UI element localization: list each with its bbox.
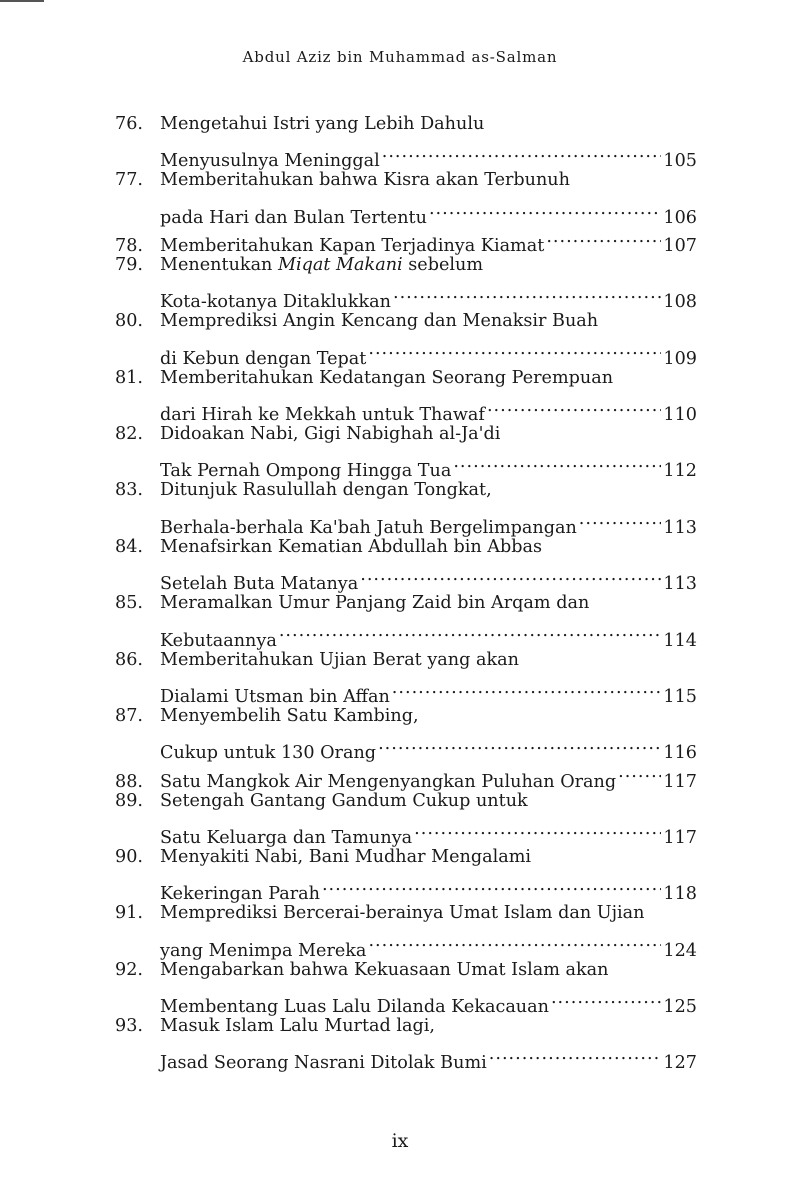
entry-title-line	[160, 1012, 435, 1040]
toc-line	[115, 1040, 697, 1074]
dot-leader	[368, 927, 661, 955]
entry-title-text: Menyakiti Nabi, Bani Mudhar Mengalami	[160, 846, 532, 867]
entry-number: 76.	[115, 114, 143, 134]
toc-line	[115, 307, 697, 335]
toc-line	[115, 392, 697, 426]
entry-number: 93.	[115, 1016, 143, 1036]
entry-title-text: Tak Pernah Ompong Hingga Tua	[160, 461, 452, 482]
entry-page-number: 105	[663, 151, 697, 172]
entry-title-text: Menyembelih Satu Kambing,	[160, 705, 419, 726]
entry-title-text: pada Hari dan Bulan Tertentu	[160, 207, 427, 228]
entry-title-line	[160, 589, 589, 617]
entry-title-line	[160, 646, 519, 674]
entry-title-text: sebelum	[402, 254, 484, 275]
entry-title-text: Kota-kotanya Ditaklukkan	[160, 292, 391, 313]
toc-line	[115, 364, 697, 392]
entry-number: 77.	[115, 170, 143, 191]
dot-leader	[551, 984, 661, 1012]
entry-title-line	[160, 899, 644, 927]
toc-line	[115, 843, 697, 871]
entry-title-text: Menyusulnya Meninggal	[160, 151, 380, 172]
entry-title-line	[160, 843, 531, 871]
toc-line	[115, 871, 697, 905]
dot-leader	[618, 758, 661, 786]
entry-page-number: 113	[663, 574, 697, 595]
entry-title-line	[160, 702, 419, 730]
toc-entry[interactable]	[115, 702, 697, 764]
entry-title-text: di Kebun dengan Tepat	[160, 348, 367, 369]
entry-number: 80.	[115, 311, 143, 332]
dot-leader	[392, 674, 662, 702]
entry-title-line	[160, 251, 483, 279]
entry-title-text: Berhala-berhala Ka'bah Jatuh Bergelimpangan	[160, 517, 577, 538]
toc-entry[interactable]	[115, 589, 697, 651]
entry-title-text: Menafsirkan Kematian Abdullah bin Abbas	[160, 536, 543, 557]
entry-number: 83.	[115, 480, 143, 501]
entry-number: 82.	[115, 424, 143, 445]
entry-title-text: Mengabarkan bahwa Kekuasaan Umat Islam akan	[160, 959, 609, 980]
entry-title-text: Meramalkan Umur Panjang Zaid bin Arqam dan	[160, 593, 590, 614]
dot-leader	[279, 617, 662, 645]
entry-page-number: 107	[663, 235, 697, 256]
table-of-contents	[115, 110, 697, 1074]
entry-title-line	[160, 204, 427, 232]
entry-title-line	[160, 1049, 487, 1077]
entry-page-number: 125	[663, 997, 697, 1017]
entry-title-line	[160, 166, 570, 194]
entry-title-line	[160, 307, 598, 335]
toc-line	[115, 561, 697, 595]
dot-leader	[579, 505, 662, 533]
toc-line	[115, 927, 697, 961]
entry-title-line	[160, 420, 500, 448]
toc-line	[115, 420, 697, 448]
page-number: ix	[391, 1130, 409, 1152]
toc-line	[115, 617, 697, 651]
entry-title-text: dari Hirah ke Mekkah untuk Thawaf	[160, 405, 485, 426]
dot-leader	[360, 561, 661, 589]
dot-leader	[489, 1040, 662, 1068]
entry-title-text: Memprediksi Angin Kencang dan Menaksir Buah	[160, 311, 599, 332]
entry-title-text: Masuk Islam Lalu Murtad lagi,	[160, 1016, 435, 1036]
entry-title-text: Satu Keluarga dan Tamunya	[160, 827, 413, 848]
toc-line	[115, 110, 697, 138]
toc-line	[115, 195, 697, 228]
toc-line	[115, 1012, 697, 1040]
entry-title-text: Mengetahui Istri yang Lebih Dahulu	[160, 114, 485, 134]
entry-number: 90.	[115, 846, 143, 867]
entry-title-italic: Miqat Makani	[277, 254, 403, 275]
entry-number: 88.	[115, 771, 143, 792]
entry-title-line	[160, 739, 376, 767]
toc-line	[115, 646, 697, 674]
toc-entry[interactable]	[115, 1012, 697, 1074]
entry-title-text: Dialami Utsman bin Affan	[160, 686, 390, 707]
entry-title-text: Ditunjuk Rasulullah dengan Tongkat,	[160, 480, 492, 501]
entry-title-text: Satu Mangkok Air Mengenyangkan Puluhan Orang	[160, 771, 617, 792]
entry-number: 92.	[115, 959, 143, 980]
entry-number: 87.	[115, 705, 143, 726]
toc-line	[115, 956, 697, 984]
entry-title-line	[160, 110, 484, 138]
entry-number: 78.	[115, 235, 143, 256]
dot-leader	[322, 871, 661, 899]
dot-leader	[429, 195, 661, 223]
toc-entry[interactable]	[115, 166, 697, 228]
entry-page-number: 114	[663, 630, 697, 651]
entry-title-text: Setengah Gantang Gandum Cukup untuk	[160, 790, 528, 811]
entry-page-number: 117	[663, 827, 697, 848]
toc-line	[115, 166, 697, 194]
toc-line	[115, 533, 697, 561]
toc-line	[115, 279, 697, 313]
entry-title-line	[160, 364, 613, 392]
toc-entry[interactable]	[115, 646, 697, 707]
dot-leader	[393, 279, 661, 307]
entry-number: 91.	[115, 903, 143, 924]
entry-page-number: 112	[663, 461, 697, 482]
dot-leader	[414, 815, 661, 843]
toc-line	[115, 674, 697, 707]
toc-line	[115, 476, 697, 504]
entry-number: 89.	[115, 790, 143, 811]
entry-title-text: Memberitahukan Kedatangan Seorang Perempuan	[160, 367, 614, 388]
toc-entry[interactable]	[115, 899, 697, 961]
entry-title-text: Membentang Luas Lalu Dilanda Kekacauan	[160, 997, 549, 1017]
toc-entry[interactable]	[115, 307, 697, 369]
toc-entry[interactable]	[115, 476, 697, 538]
entry-page-number: 110	[663, 405, 697, 426]
entry-title-text: yang Menimpa Mereka	[160, 940, 367, 961]
entry-number: 84.	[115, 536, 143, 557]
toc-entry[interactable]	[115, 110, 697, 172]
entry-title-text: Setelah Buta Matanya	[160, 574, 359, 595]
dot-leader	[453, 448, 661, 476]
toc-entry[interactable]	[115, 420, 697, 482]
entry-number: 86.	[115, 649, 143, 670]
entry-title-line	[160, 956, 608, 984]
entry-title-text: Memprediksi Bercerai-berainya Umat Islam dan Ujian	[160, 903, 645, 924]
entry-page-number: 108	[663, 292, 697, 313]
entry-number: 85.	[115, 593, 143, 614]
dot-leader	[546, 223, 661, 251]
toc-line	[115, 138, 697, 172]
entry-page-number: 127	[663, 1053, 697, 1074]
entry-page-number: 106	[663, 207, 697, 228]
entry-page-number: 116	[663, 743, 697, 764]
toc-line	[115, 589, 697, 617]
entry-page-number: 118	[663, 884, 697, 905]
dot-leader	[382, 138, 662, 166]
entry-page-number: 115	[663, 686, 697, 707]
toc-line	[115, 984, 697, 1017]
entry-page-number: 113	[663, 517, 697, 538]
toc-entry[interactable]	[115, 251, 697, 313]
entry-title-line	[160, 787, 528, 815]
toc-line	[115, 448, 697, 482]
dot-leader	[368, 336, 661, 364]
entry-title-text: Memberitahukan Kapan Terjadinya Kiamat	[160, 235, 545, 256]
toc-line	[115, 336, 697, 369]
entry-title-line	[160, 476, 492, 504]
toc-line	[115, 505, 697, 538]
entry-number: 81.	[115, 367, 143, 388]
toc-line	[115, 251, 697, 279]
dot-leader	[378, 730, 661, 758]
entry-page-number: 109	[663, 348, 697, 369]
entry-title-text: Didoakan Nabi, Gigi Nabighah al-Ja'di	[160, 424, 501, 445]
toc-line	[115, 899, 697, 927]
corner-rule	[0, 0, 44, 2]
toc-line	[115, 702, 697, 730]
entry-page-number: 124	[663, 940, 697, 961]
entry-title-text: Menentukan	[160, 254, 273, 275]
entry-page-number: 117	[663, 771, 697, 792]
entry-title-text: Memberitahukan bahwa Kisra akan Terbunuh	[160, 170, 570, 191]
dot-leader	[487, 392, 661, 420]
toc-line	[115, 730, 697, 764]
toc-entry[interactable]	[115, 843, 697, 905]
toc-entry[interactable]	[115, 364, 697, 426]
entry-title-text: Kebutaannya	[160, 630, 277, 651]
toc-entry[interactable]	[115, 533, 697, 595]
entry-title-text: Cukup untuk 130 Orang	[160, 743, 377, 764]
entry-number: 79.	[115, 254, 143, 275]
entry-title-text: Memberitahukan Ujian Berat yang akan	[160, 649, 519, 670]
toc-entry[interactable]	[115, 956, 697, 1017]
entry-title-line	[160, 533, 542, 561]
running-header: Abdul Aziz bin Muhammad as-Salman	[242, 48, 558, 66]
entry-title-text: Jasad Seorang Nasrani Ditolak Bumi	[160, 1053, 487, 1074]
entry-title-text: Kekeringan Parah	[160, 884, 320, 905]
toc-line	[115, 815, 697, 848]
